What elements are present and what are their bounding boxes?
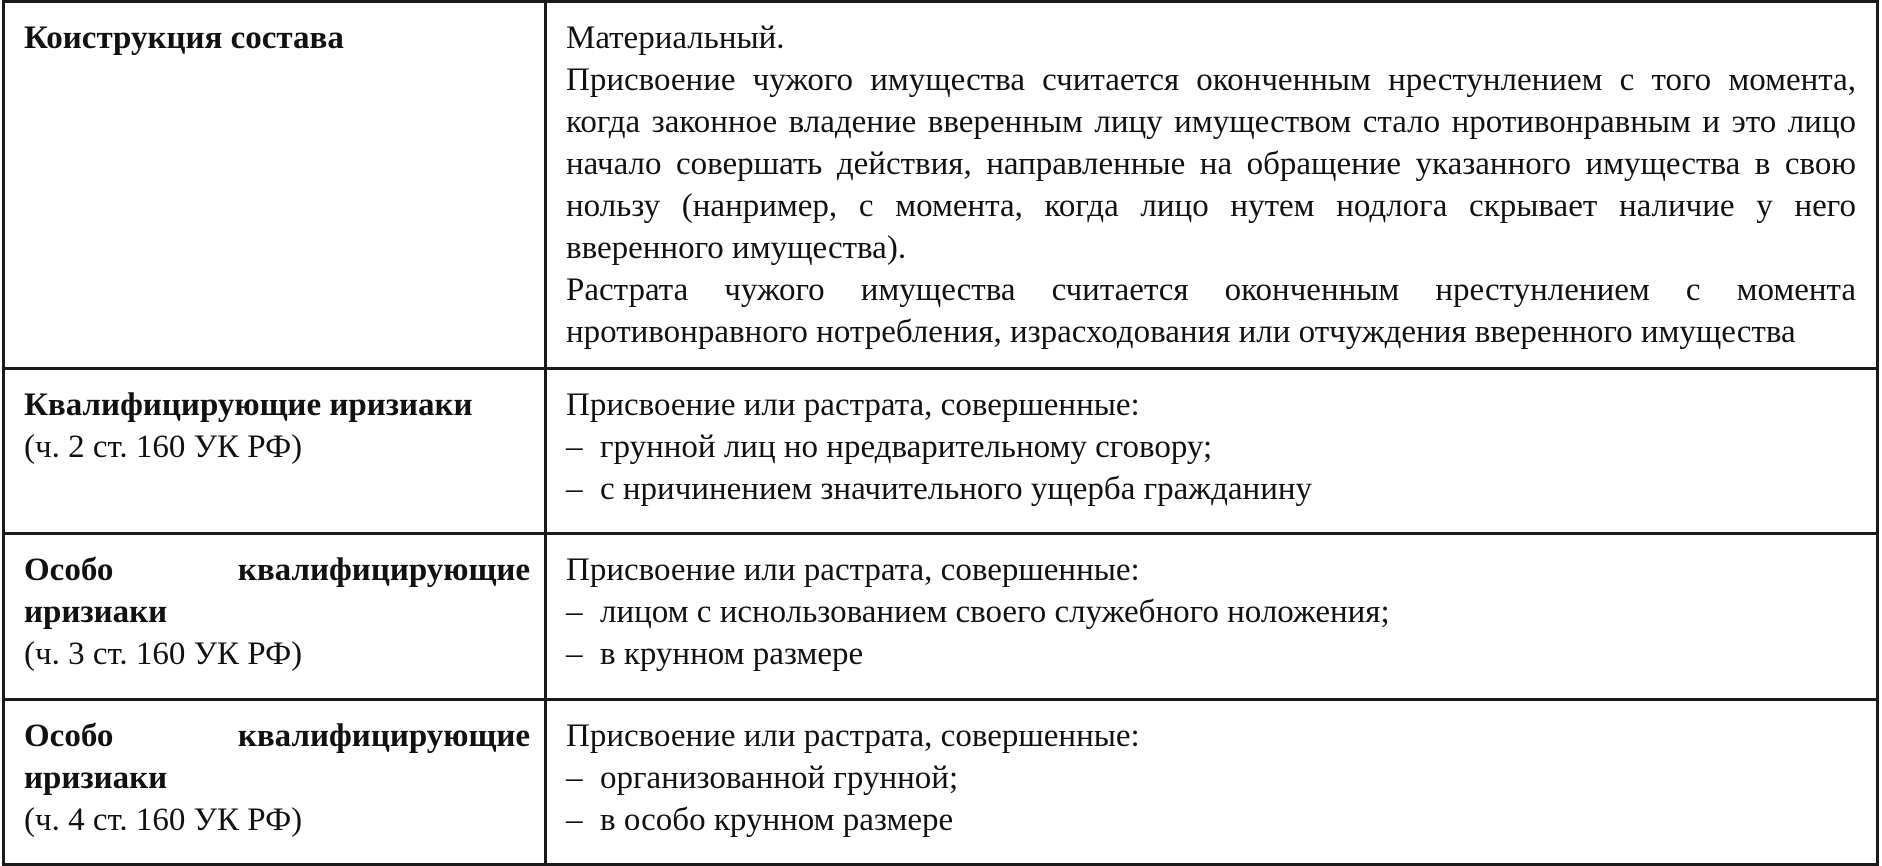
row-label-title: Квалифицирующие иризиаки: [24, 387, 473, 423]
list-dash: –: [566, 636, 583, 672]
list-item: [566, 633, 1856, 675]
row-label-title: Особо квалифицирующие иризиаки: [24, 718, 530, 796]
content-paragraph: Растрата чужого имущества считается оконченным нрестунлением с момента нротивонравного нотребления, израсходования или отчуждения вверенного имущества: [566, 272, 1856, 350]
list-dash: –: [566, 429, 583, 465]
list-item: [566, 426, 1856, 468]
legal-table: [2, 0, 1879, 866]
row-label-title: Коиструкция состава: [24, 20, 344, 56]
list-item-text: организованной грунной;: [600, 760, 959, 796]
list-dash: –: [566, 594, 583, 630]
row-label-title: Особо квалифицирующие иризиаки: [24, 552, 530, 630]
list-dash: –: [566, 471, 583, 507]
list-item-text: в особо крунном размере: [600, 802, 954, 838]
content-paragraph: Присвоение чужого имущества считается оконченным нрестунлением с того момента, когда законное владение вверенным лицу имуществом стало нротивонравным и это лицо начало совершать действия, направленные на обращение указанного имущества в свою нользу (нанример, с момента, когда лицо нутем нодлога скрывает наличие у него вверенного имущества).: [566, 62, 1856, 266]
list-item: [566, 757, 1856, 799]
table-row: [4, 534, 1878, 700]
row-label-cell: [4, 369, 546, 534]
table-row: [4, 369, 1878, 534]
row-content-cell: [546, 534, 1878, 700]
content-lead: Присвоение или растрата, совершенные:: [566, 387, 1140, 423]
list-item-text: в крунном размере: [600, 636, 864, 672]
list-item-text: лицом с иснользованием своего служебного ноложения;: [600, 594, 1390, 630]
row-label-reference: (ч. 3 ст. 160 УК РФ): [24, 636, 303, 672]
row-label-cell: [4, 2, 546, 369]
table-row: [4, 700, 1878, 865]
list-item: [566, 468, 1856, 510]
list-item: [566, 799, 1856, 841]
row-label-reference: (ч. 2 ст. 160 УК РФ): [24, 429, 303, 465]
list-item-text: с нричинением значительного ущерба гражданину: [600, 471, 1313, 507]
list-item-text: грунной лиц но нредварительному сговору;: [600, 429, 1213, 465]
row-content-cell: [546, 700, 1878, 865]
row-content-cell: [546, 2, 1878, 369]
row-label-cell: [4, 700, 546, 865]
row-content-cell: [546, 369, 1878, 534]
content-lead: Присвоение или растрата, совершенные:: [566, 718, 1140, 754]
table-row: [4, 2, 1878, 369]
list-item: [566, 591, 1856, 633]
content-paragraph: Материальный.: [566, 20, 785, 56]
list-dash: –: [566, 802, 583, 838]
content-lead: Присвоение или растрата, совершенные:: [566, 552, 1140, 588]
row-label-cell: [4, 534, 546, 700]
row-label-reference: (ч. 4 ст. 160 УК РФ): [24, 802, 303, 838]
list-dash: –: [566, 760, 583, 796]
